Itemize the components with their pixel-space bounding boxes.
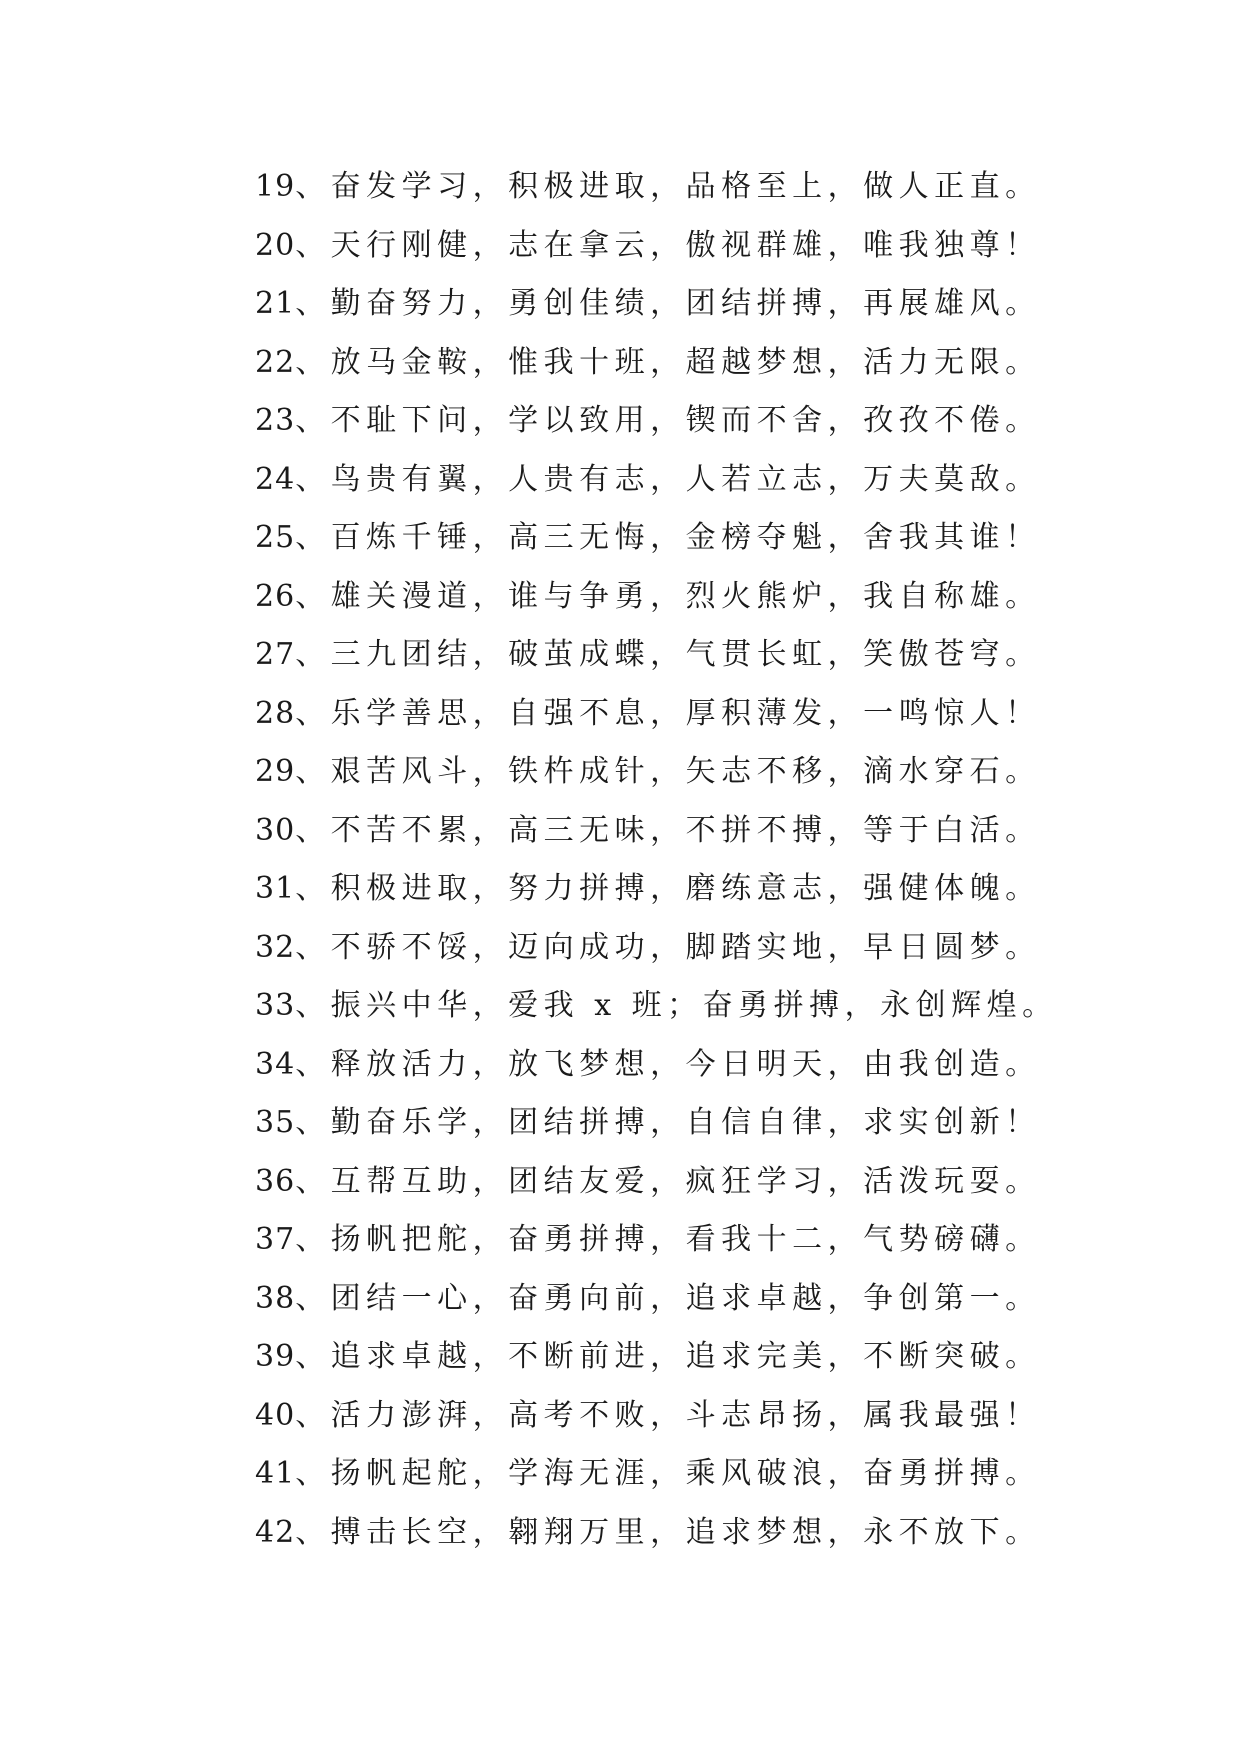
slogan-text: 、鸟贵有翼，人贵有志，人若立志，万夫莫敌。	[295, 461, 1041, 497]
slogan-text: 、放马金鞍，惟我十班，超越梦想，活力无限。	[295, 344, 1041, 380]
slogan-text: 、雄关漫道，谁与争勇，烈火熊炉，我自称雄。	[295, 578, 1041, 614]
slogan-line	[255, 1211, 1058, 1270]
slogan-line	[255, 568, 1058, 627]
slogan-number: 23	[255, 403, 296, 438]
slogan-text: 、天行刚健，志在拿云，傲视群雄，唯我独尊！	[295, 227, 1041, 263]
slogan-text: 、追求卓越，不断前进，追求完美，不断突破。	[295, 1339, 1041, 1374]
slogan-number: 28	[255, 695, 296, 731]
slogan-number: 35	[255, 1105, 296, 1140]
slogan-line	[255, 275, 1058, 334]
slogan-number: 37	[255, 1222, 296, 1257]
slogan-text: 、艰苦风斗，铁杵成针，矢志不移，滴水穿石。	[295, 754, 1041, 789]
slogan-text: 、不苦不累，高三无味，不拼不搏，等于白活。	[295, 812, 1041, 848]
slogan-line	[255, 1387, 1058, 1446]
slogan-number: 34	[255, 1046, 296, 1082]
slogan-number: 42	[255, 1514, 296, 1550]
slogan-line	[255, 860, 1058, 919]
slogan-text: 、扬帆把舵，奋勇拼搏，看我十二，气势磅礴。	[295, 1222, 1041, 1257]
slogan-line	[255, 802, 1058, 861]
slogan-line	[255, 334, 1058, 393]
slogan-text: 、三九团结，破茧成蝶，气贯长虹，笑傲苍穹。	[295, 637, 1041, 672]
slogan-line	[255, 1328, 1058, 1387]
slogan-number: 38	[255, 1280, 296, 1316]
slogan-text: 、奋发学习，积极进取，品格至上，做人正直。	[295, 169, 1041, 204]
slogan-text: 、扬帆起舵，学海无涯，乘风破浪，奋勇拼搏。	[295, 1456, 1041, 1491]
slogan-number: 20	[255, 227, 296, 263]
slogan-text: 、勤奋乐学，团结拼搏，自信自律，求实创新！	[295, 1105, 1041, 1140]
slogan-line	[255, 919, 1058, 978]
slogan-line	[255, 743, 1058, 802]
slogan-number: 21	[255, 286, 296, 321]
slogan-text: 、积极进取，努力拼搏，磨练意志，强健体魄。	[295, 871, 1041, 906]
slogan-text: 、不耻下问，学以致用，锲而不舍，孜孜不倦。	[295, 403, 1041, 438]
slogan-line	[255, 1094, 1058, 1153]
slogan-number: 39	[255, 1339, 296, 1374]
slogan-text: 、搏击长空，翱翔万里，追求梦想，永不放下。	[295, 1514, 1041, 1550]
slogan-number: 32	[255, 929, 296, 965]
slogan-text: 、振兴中华，爱我 x 班；奋勇拼搏，永创辉煌。	[295, 988, 1058, 1023]
slogan-line	[255, 217, 1058, 276]
slogan-line	[255, 509, 1058, 568]
slogan-text: 、团结一心，奋勇向前，追求卓越，争创第一。	[295, 1280, 1041, 1316]
slogan-line	[255, 1504, 1058, 1563]
slogan-text: 、释放活力，放飞梦想，今日明天，由我创造。	[295, 1046, 1041, 1082]
slogan-number: 31	[255, 871, 296, 906]
slogan-text: 、百炼千锤，高三无悔，金榜夺魁，舍我其谁！	[295, 520, 1041, 555]
slogan-number: 24	[255, 461, 296, 497]
slogan-line	[255, 626, 1058, 685]
slogan-number: 27	[255, 637, 296, 672]
slogan-line	[255, 392, 1058, 451]
slogan-line	[255, 1270, 1058, 1329]
slogan-text: 、互帮互助，团结友爱，疯狂学习，活泼玩耍。	[295, 1163, 1041, 1199]
slogan-list	[255, 158, 1058, 1562]
slogan-number: 40	[255, 1397, 296, 1433]
slogan-line	[255, 158, 1058, 217]
slogan-line	[255, 1153, 1058, 1212]
slogan-number: 36	[255, 1163, 296, 1199]
slogan-text: 、活力澎湃，高考不败，斗志昂扬，属我最强！	[295, 1397, 1041, 1433]
slogan-number: 30	[255, 812, 296, 848]
slogan-text: 、乐学善思，自强不息，厚积薄发，一鸣惊人！	[295, 695, 1041, 731]
slogan-line	[255, 685, 1058, 744]
slogan-text: 、勤奋努力，勇创佳绩，团结拼搏，再展雄风。	[295, 286, 1041, 321]
slogan-line	[255, 977, 1058, 1036]
slogan-number: 33	[255, 988, 296, 1023]
slogan-line	[255, 1445, 1058, 1504]
slogan-line	[255, 1036, 1058, 1095]
slogan-text: 、不骄不馁，迈向成功，脚踏实地，早日圆梦。	[295, 929, 1041, 965]
slogan-number: 19	[255, 169, 296, 204]
slogan-number: 26	[255, 578, 296, 614]
slogan-number: 25	[255, 520, 296, 555]
slogan-line	[255, 451, 1058, 510]
slogan-number: 22	[255, 344, 296, 380]
slogan-number: 29	[255, 754, 296, 789]
slogan-number: 41	[255, 1456, 296, 1491]
